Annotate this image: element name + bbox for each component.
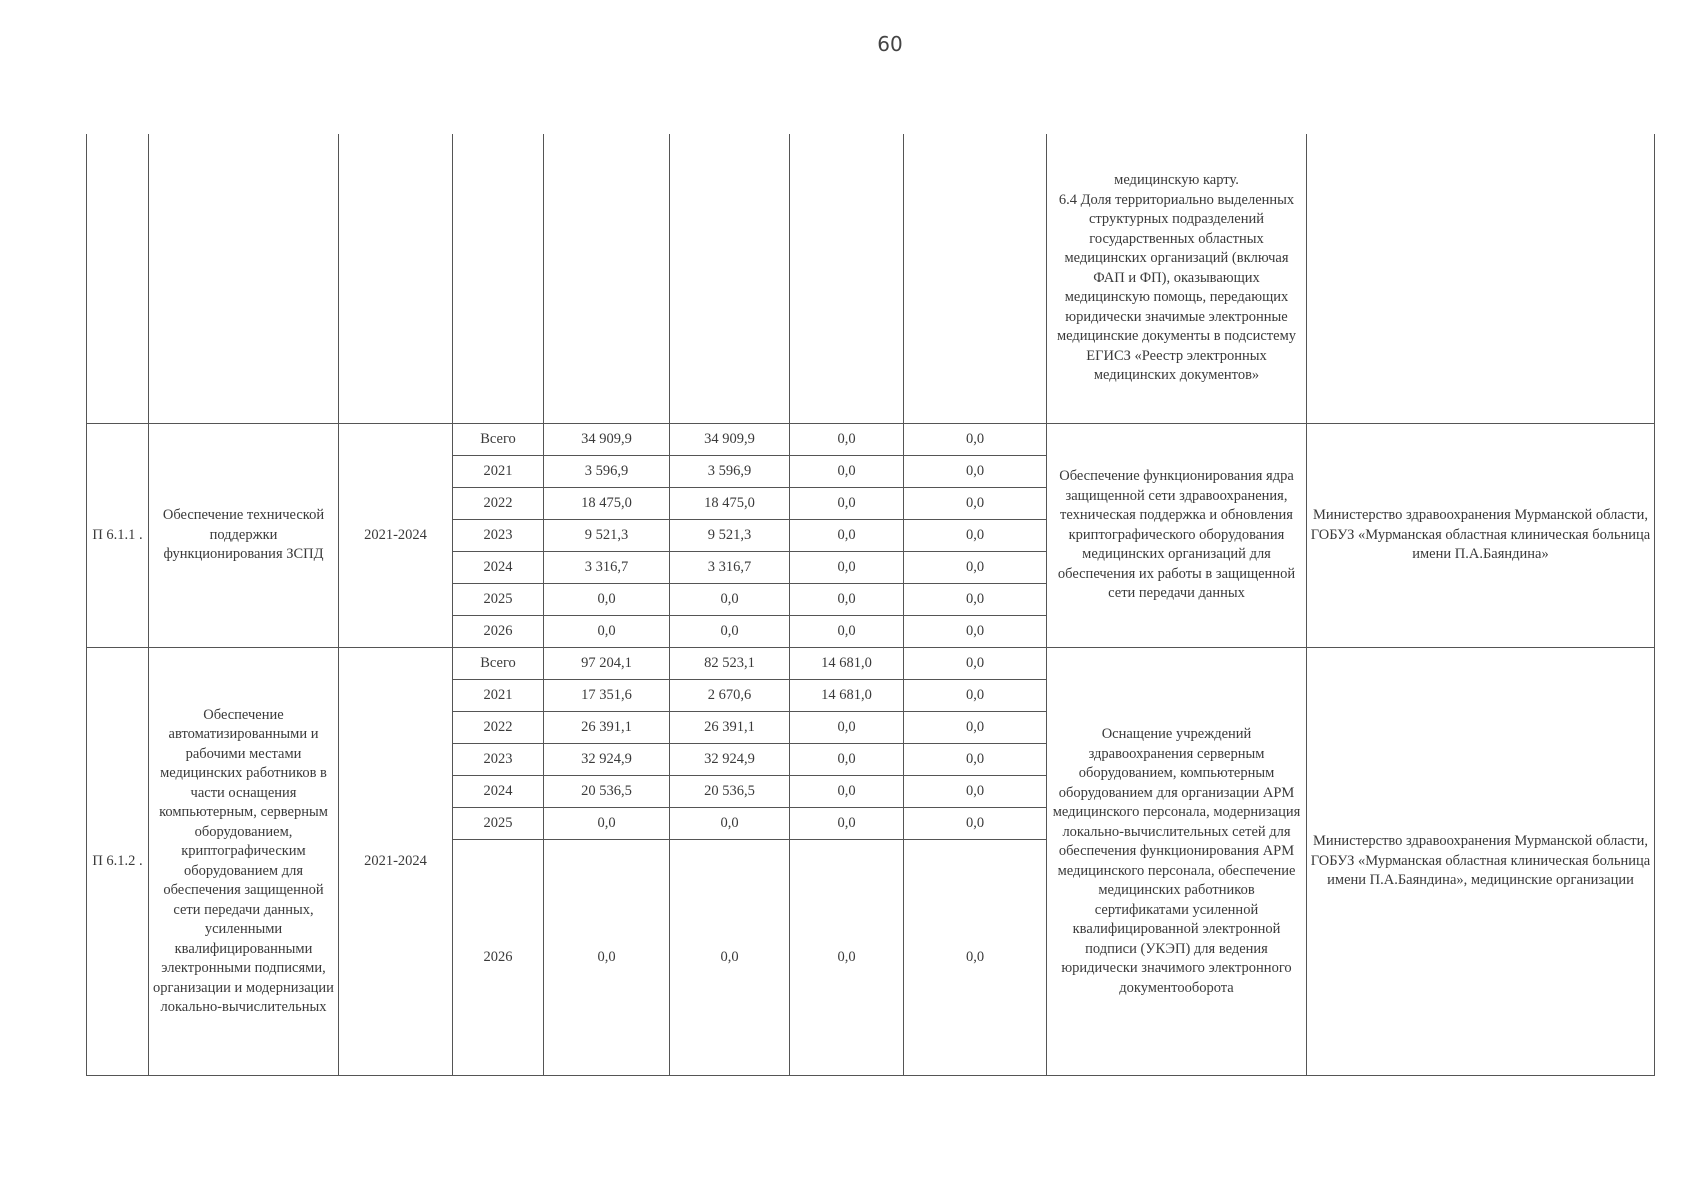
year-label: 2022	[453, 488, 544, 520]
year-label: 2025	[453, 584, 544, 616]
year-label: 2023	[453, 520, 544, 552]
expected-result: Оснащение учреждений здравоохранения серверным оборудованием, компьютерным оборудованием для организации АРМ медицинского персонала, модернизация локально-вычислительных сетей для обеспечения функционирования АРМ медицинского персонала, обеспечение медицинских работников сертификатами усиленной квалифицированной электронной подписи (УКЭП) для ведения юридически значимого электронного документооборота	[1047, 648, 1307, 1076]
other-sources-value: 0,0	[904, 712, 1047, 744]
regional-budget-value: 3 316,7	[670, 552, 790, 584]
total-value: 18 475,0	[544, 488, 670, 520]
total-value: 34 909,9	[544, 424, 670, 456]
total-value: 0,0	[544, 616, 670, 648]
year-label: 2024	[453, 776, 544, 808]
year-label: 2022	[453, 712, 544, 744]
program-measures-table	[86, 134, 1655, 1076]
measure-period: 2021-2024	[339, 424, 453, 648]
other-sources-value: 0,0	[904, 616, 1047, 648]
measure-code: П 6.1.2 .	[87, 648, 149, 1076]
regional-budget-value: 18 475,0	[670, 488, 790, 520]
year-label: 2025	[453, 808, 544, 840]
total-value: 9 521,3	[544, 520, 670, 552]
other-sources-value: 0,0	[904, 424, 1047, 456]
total-value: 3 596,9	[544, 456, 670, 488]
cell-empty	[544, 134, 670, 424]
other-sources-value: 0,0	[904, 840, 1047, 1076]
other-sources-value: 0,0	[904, 456, 1047, 488]
regional-budget-value: 26 391,1	[670, 712, 790, 744]
regional-budget-value: 0,0	[670, 840, 790, 1076]
page-number: 60	[877, 32, 903, 56]
executor: Министерство здравоохранения Мурманской области, ГОБУЗ «Мурманская областная клиническая больница имени П.А.Баяндина», медицинские организации	[1307, 648, 1655, 1076]
year-label: 2026	[453, 616, 544, 648]
other-sources-value: 0,0	[904, 552, 1047, 584]
cell-empty	[149, 134, 339, 424]
regional-budget-value: 0,0	[670, 584, 790, 616]
regional-budget-value: 3 596,9	[670, 456, 790, 488]
federal-budget-value: 14 681,0	[790, 680, 904, 712]
federal-budget-value: 0,0	[790, 584, 904, 616]
indicators-cell: медицинскую карту. 6.4 Доля территориально выделенных структурных подразделений государственных областных медицинских организаций (включая ФАП и ФП), оказывающих медицинскую помощь, передающих юридически значимые электронные медицинские документы в подсистему ЕГИСЗ «Реестр электронных медицинских документов»	[1047, 134, 1307, 424]
regional-budget-value: 82 523,1	[670, 648, 790, 680]
federal-budget-value: 0,0	[790, 840, 904, 1076]
federal-budget-value: 0,0	[790, 456, 904, 488]
cell-empty	[904, 134, 1047, 424]
other-sources-value: 0,0	[904, 744, 1047, 776]
federal-budget-value: 0,0	[790, 776, 904, 808]
table-row	[87, 648, 1655, 680]
other-sources-value: 0,0	[904, 776, 1047, 808]
year-label: 2021	[453, 680, 544, 712]
year-label: Всего	[453, 648, 544, 680]
total-value: 0,0	[544, 808, 670, 840]
cell-empty	[453, 134, 544, 424]
total-value: 32 924,9	[544, 744, 670, 776]
total-value: 0,0	[544, 584, 670, 616]
regional-budget-value: 34 909,9	[670, 424, 790, 456]
federal-budget-value: 14 681,0	[790, 648, 904, 680]
other-sources-value: 0,0	[904, 648, 1047, 680]
expected-result: Обеспечение функционирования ядра защищенной сети здравоохранения, техническая поддержка и обновления криптографического оборудования медицинских организаций для обеспечения их работы в защищенной сети передачи данных	[1047, 424, 1307, 648]
year-label: 2026	[453, 840, 544, 1076]
regional-budget-value: 0,0	[670, 808, 790, 840]
cell-empty	[1307, 134, 1655, 424]
federal-budget-value: 0,0	[790, 424, 904, 456]
measure-name: Обеспечение технической поддержки функционирования ЗСПД	[149, 424, 339, 648]
cell-empty	[87, 134, 149, 424]
federal-budget-value: 0,0	[790, 520, 904, 552]
cell-empty	[339, 134, 453, 424]
table-row	[87, 424, 1655, 456]
federal-budget-value: 0,0	[790, 488, 904, 520]
cell-empty	[790, 134, 904, 424]
other-sources-value: 0,0	[904, 584, 1047, 616]
year-label: 2023	[453, 744, 544, 776]
federal-budget-value: 0,0	[790, 712, 904, 744]
federal-budget-value: 0,0	[790, 552, 904, 584]
regional-budget-value: 2 670,6	[670, 680, 790, 712]
other-sources-value: 0,0	[904, 520, 1047, 552]
year-label: 2021	[453, 456, 544, 488]
year-label: 2024	[453, 552, 544, 584]
executor: Министерство здравоохранения Мурманской области, ГОБУЗ «Мурманская областная клиническая больница имени П.А.Баяндина»	[1307, 424, 1655, 648]
federal-budget-value: 0,0	[790, 744, 904, 776]
measure-period: 2021-2024	[339, 648, 453, 1076]
cell-empty	[670, 134, 790, 424]
total-value: 20 536,5	[544, 776, 670, 808]
federal-budget-value: 0,0	[790, 616, 904, 648]
total-value: 3 316,7	[544, 552, 670, 584]
total-value: 0,0	[544, 840, 670, 1076]
total-value: 26 391,1	[544, 712, 670, 744]
federal-budget-value: 0,0	[790, 808, 904, 840]
total-value: 97 204,1	[544, 648, 670, 680]
total-value: 17 351,6	[544, 680, 670, 712]
regional-budget-value: 0,0	[670, 616, 790, 648]
continuation-row	[87, 134, 1655, 424]
other-sources-value: 0,0	[904, 488, 1047, 520]
other-sources-value: 0,0	[904, 808, 1047, 840]
other-sources-value: 0,0	[904, 680, 1047, 712]
measure-name: Обеспечение автоматизированными и рабочими местами медицинских работников в части оснащения компьютерным, серверным оборудованием, криптографическим оборудованием для обеспечения защищенной сети передачи данных, усиленными квалифицированными электронными подписями, организации и модернизации локально-вычислительных	[149, 648, 339, 1076]
year-label: Всего	[453, 424, 544, 456]
regional-budget-value: 32 924,9	[670, 744, 790, 776]
regional-budget-value: 20 536,5	[670, 776, 790, 808]
measure-code: П 6.1.1 .	[87, 424, 149, 648]
regional-budget-value: 9 521,3	[670, 520, 790, 552]
